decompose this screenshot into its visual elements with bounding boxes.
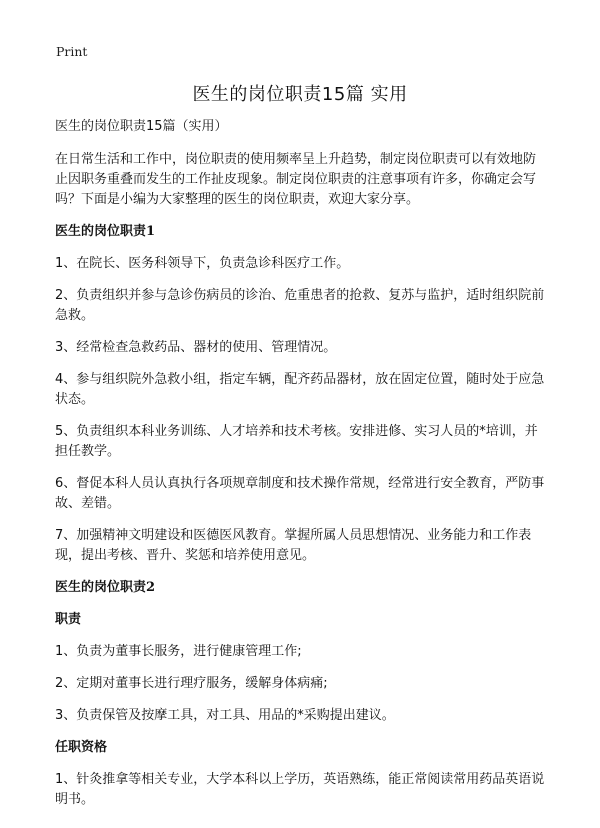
list-item: 5、负责组织本科业务训练、人才培养和技术考核。安排进修、实习人员的*培训，并担任教学。 — [55, 424, 538, 459]
list-item: 3、经常检查急救药品、器材的使用、管理情况。 — [55, 340, 337, 355]
list-item: 1、在院长、医务科领导下，负责急诊科医疗工作。 — [55, 256, 350, 271]
list-item: 1、负责为董事长服务，进行健康管理工作; — [55, 644, 302, 659]
document-subtitle: 医生的岗位职责15篇（实用） — [55, 119, 228, 134]
list-item: 6、督促本科人员认真执行各项规章制度和技术操作常规，经常进行安全教育，严防事故、差错。 — [55, 476, 545, 511]
list-item: 1、针灸推拿等相关专业，大学本科以上学历，英语熟练，能正常阅读常用药品英语说明书。 — [55, 772, 545, 807]
list-item: 4、参与组织院外急救小组，指定车辆，配齐药品器材，放在固定位置，随时处于应急状态。 — [55, 372, 545, 407]
subheading-qualifications: 任职资格 — [55, 740, 108, 755]
page-title: 医生的岗位职责15篇 实用 — [192, 84, 408, 105]
list-item: 7、加强精神文明建设和医德医风教育。掌握所属人员思想情况、业务能力和工作表现，提出考核、晋升、奖惩和培养使用意见。 — [55, 528, 532, 563]
list-item: 2、负责组织并参与急诊伤病员的诊治、危重患者的抢救、复苏与监护，适时组织院前急救。 — [55, 288, 545, 323]
subheading-duties: 职责 — [55, 612, 82, 627]
intro-paragraph: 在日常生活和工作中，岗位职责的使用频率呈上升趋势，制定岗位职责可以有效地防止因职务重叠而发生的工作扯皮现象。制定岗位职责的注意事项有许多，你确定会写吗？下面是小编为大家整理的医生的岗位职责，欢迎大家分享。 — [55, 152, 537, 207]
section-heading-1: 医生的岗位职责1 — [55, 224, 156, 239]
section-heading-2: 医生的岗位职责2 — [55, 580, 156, 595]
list-item: 2、定期对董事长进行理疗服务，缓解身体病痛; — [55, 676, 328, 691]
list-item: 3、负责保管及按摩工具，对工具、用品的*采购提出建议。 — [55, 708, 395, 723]
document-body — [55, 117, 548, 822]
print-label[interactable]: Print — [56, 44, 88, 59]
